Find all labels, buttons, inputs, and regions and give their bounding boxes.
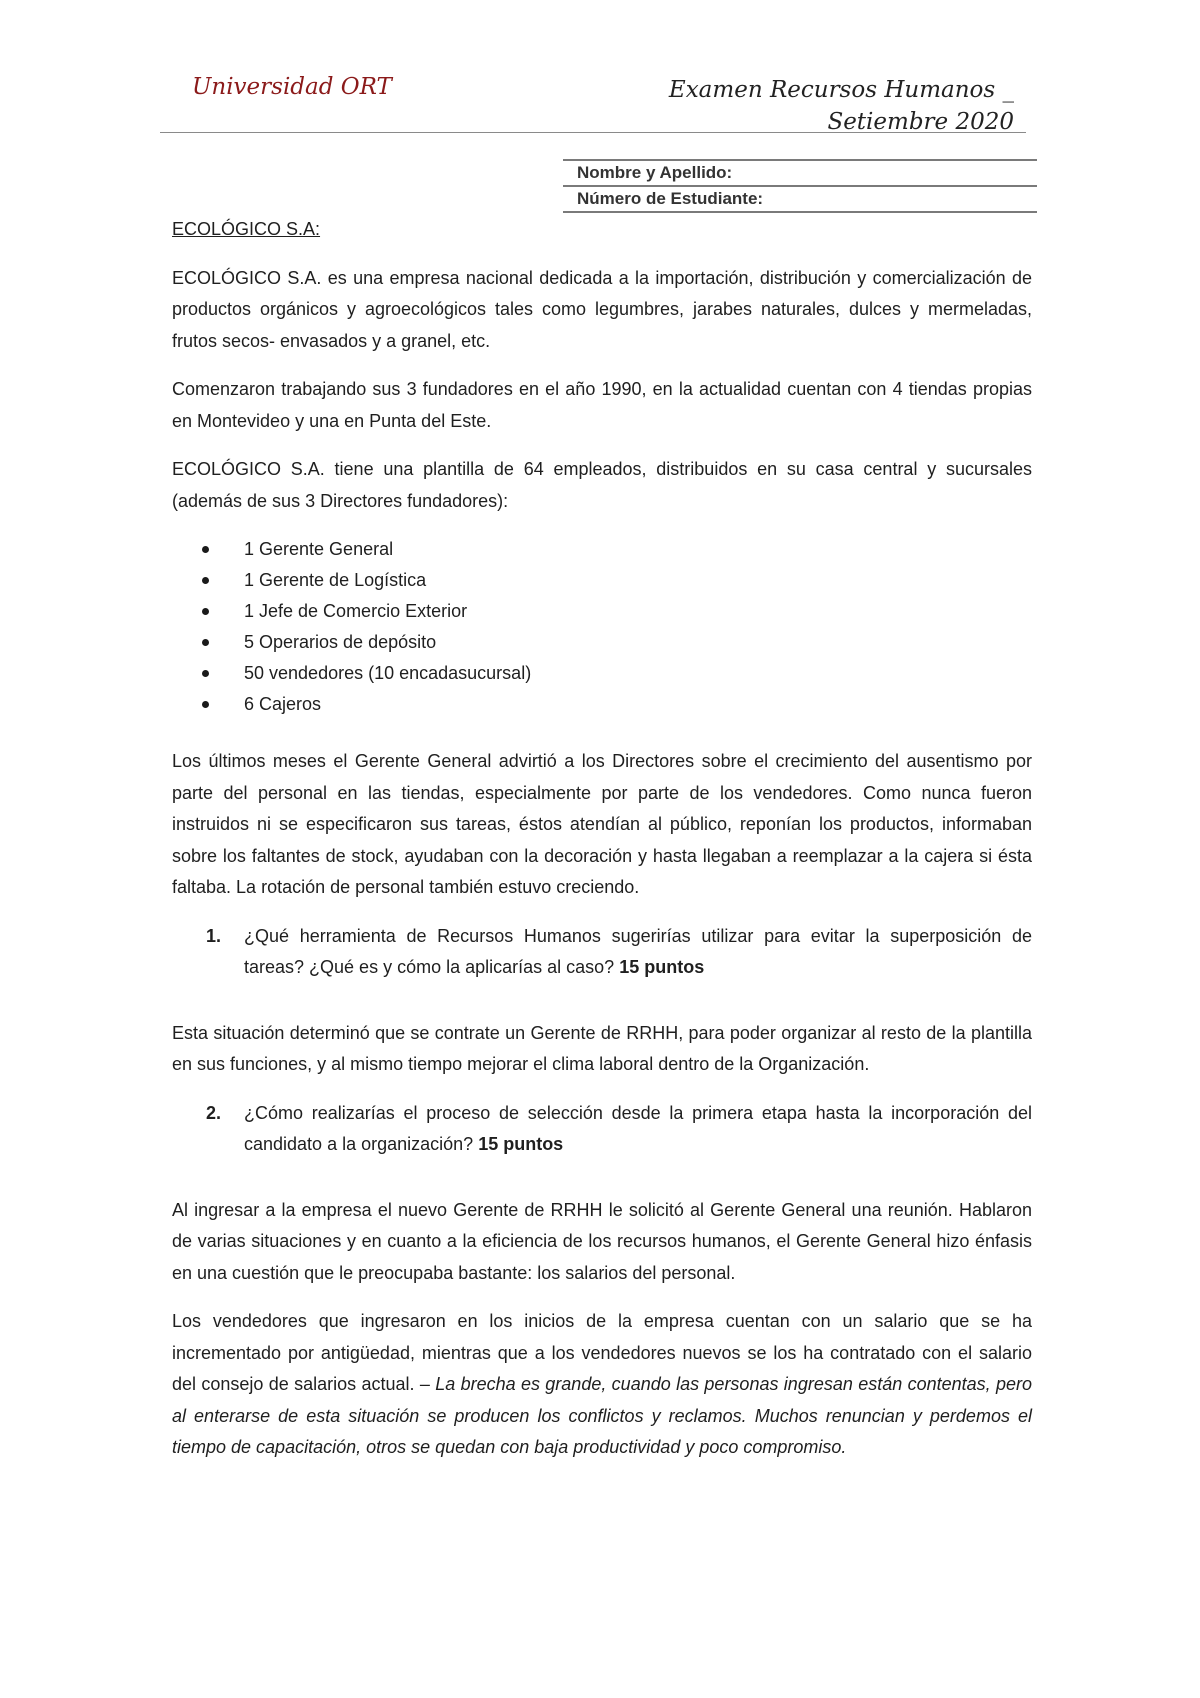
staff-item-label: 1 Jefe de Comercio Exterior (244, 601, 468, 621)
question-2 (172, 1098, 1032, 1161)
case-paragraph-founders: Comenzaron trabajando sus 3 fundadores en el año 1990, en la actualidad cuentan con 4 tiendas propias en Montevideo y una en Punta del Este. (172, 379, 1032, 431)
staff-item-label: 6 Cajeros (244, 694, 322, 714)
exam-title-line2: Setiembre 2020 (827, 109, 1014, 135)
staff-item-label: 1 Gerente de Logística (244, 570, 427, 590)
student-fields (563, 159, 1037, 213)
list-item (202, 565, 1032, 596)
list-item (202, 658, 1032, 689)
question-points: 15 puntos (478, 1134, 564, 1154)
case-paragraph-absenteeism: Los últimos meses el Gerente General advirtió a los Directores sobre el crecimiento del ausentismo por parte del personal en las tiendas, especialmente por parte de los vendedores. Como nunca fueron instruidos ni se especificaron sus tareas, éstos atendían al público, reponían los productos, informaban sobre los faltantes de stock, ayudaban con la decoración y hasta llegaban a reemplazar a la cajera si ésta faltaba. La rotación de personal también estuvo creciendo. (172, 751, 1032, 897)
question-text: ¿Cómo realizarías el proceso de selección desde la primera etapa hasta la incorporación del candidato a la organización? (244, 1102, 1032, 1154)
question-number: 2. (206, 1102, 222, 1123)
name-field-label: Nombre y Apellido: (563, 159, 1037, 185)
exam-title-line1: Examen Recursos Humanos _ (668, 77, 1014, 103)
list-item (202, 534, 1032, 565)
list-item (202, 689, 1032, 720)
question-points: 15 puntos (619, 957, 705, 977)
staff-list (172, 534, 1032, 720)
case-paragraph-intro: ECOLÓGICO S.A. es una empresa nacional dedicada a la importación, distribución y comercialización de productos orgánicos y agroecológicos tales como legumbres, jarabes naturales, dulces y mermeladas, frutos secos- envasados y a granel, etc. (172, 267, 1032, 351)
manager-quote: La brecha es grande, cuando las personas ingresan están contentas, pero al enterarse de esta situación se producen los conflictos y reclamos. Muchos renuncian y perdemos el tiempo de capacitación, otros se quedan con baja productividad y poco compromiso. (172, 1374, 1032, 1457)
staff-item-label: 5 Operarios de depósito (244, 632, 437, 652)
header-divider (160, 132, 1026, 133)
case-paragraph-meeting: Al ingresar a la empresa el nuevo Gerente de RRHH le solicitó al Gerente General una reunión. Hablaron de varias situaciones y en cuanto a la eficiencia de los recursos humanos, el Gerente General hizo énfasis en una cuestión que le preocupaba bastante: los salarios del personal. (172, 1199, 1032, 1283)
question-text: ¿Qué herramienta de Recursos Humanos sugerirías utilizar para evitar la superposición de tareas? ¿Qué es y cómo la aplicarías al caso? (244, 925, 1032, 977)
list-item (202, 596, 1032, 627)
question-number: 1. (206, 925, 222, 946)
list-item (202, 627, 1032, 658)
case-paragraph-salaries (172, 1306, 1032, 1464)
question-1 (172, 921, 1032, 984)
case-paragraph-staff: ECOLÓGICO S.A. tiene una plantilla de 64 empleados, distribuidos en su casa central y sucursales (además de sus 3 Directores fundadores): (172, 459, 1032, 511)
case-body (172, 214, 1032, 1481)
student-number-field-label: Número de Estudiante: (563, 185, 1037, 213)
bullet-icon (202, 577, 209, 584)
case-paragraph-hr-manager: Esta situación determinó que se contrate un Gerente de RRHH, para poder organizar al resto de la plantilla en sus funciones, y al mismo tiempo mejorar el clima laboral dentro de la Organización. (172, 1022, 1032, 1074)
bullet-icon (202, 639, 209, 646)
bullet-icon (202, 546, 209, 553)
salaries-text: Los vendedores que ingresaron en los inicios de la empresa cuentan con un salario que se ha incrementado por antigüedad, mientras que a los vendedores nuevos se los ha contratado con el salario del consejo de salarios actual. – (172, 1311, 1032, 1394)
university-name: Universidad ORT (192, 74, 392, 100)
staff-item-label: 50 vendedores (10 encadasucursal) (244, 663, 532, 683)
exam-title (669, 74, 1014, 138)
bullet-icon (202, 670, 209, 677)
bullet-icon (202, 701, 209, 708)
case-title: ECOLÓGICO S.A: (172, 219, 321, 239)
staff-item-label: 1 Gerente General (244, 539, 394, 559)
bullet-icon (202, 608, 209, 615)
